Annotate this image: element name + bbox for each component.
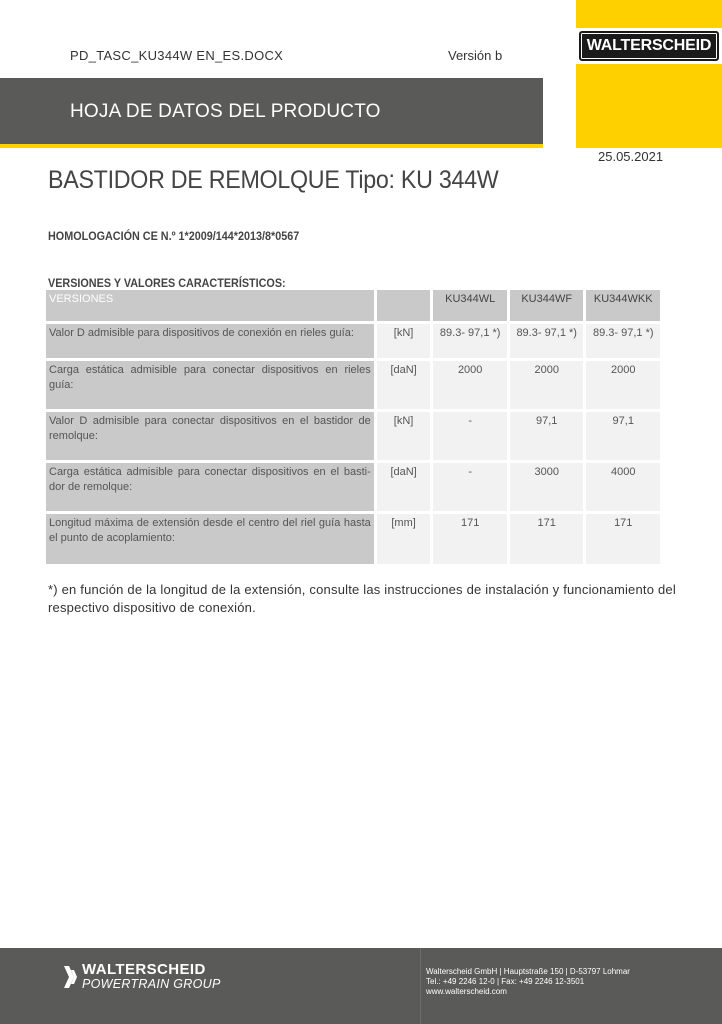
row-value: 3000	[510, 463, 584, 511]
footer-logo	[62, 962, 221, 991]
row-unit: [kN]	[377, 412, 431, 460]
document-id: PD_TASC_KU344W EN_ES.DOCX	[70, 48, 284, 63]
product-title: BASTIDOR DE REMOLQUE Tipo: KU 344W	[48, 166, 499, 194]
row-unit: [daN]	[377, 463, 431, 511]
logo-text: WALTERSCHEID	[579, 31, 719, 61]
row-unit: [mm]	[377, 514, 431, 564]
row-parameter: Carga estática admisible para conectar dispositivos en el basti-dor de remolque:	[46, 463, 374, 511]
row-value: 89.3- 97,1 *)	[433, 324, 507, 358]
table-header-row	[46, 290, 660, 321]
row-value: -	[433, 412, 507, 460]
footer-divider	[420, 948, 421, 1024]
footer-sub-brand: POWERTRAIN GROUP	[82, 977, 221, 991]
footer-brand: WALTERSCHEID	[82, 961, 206, 978]
document-date: 25.05.2021	[598, 149, 664, 164]
homologation-number: HOMOLOGACIÓN CE N.º 1*2009/144*2013/8*0567	[48, 229, 300, 243]
brand-yellow-block	[576, 0, 722, 148]
table-row	[46, 514, 660, 564]
row-value: 89.3- 97,1 *)	[510, 324, 584, 358]
row-value: 97,1	[510, 412, 584, 460]
row-parameter: Longitud máxima de extensión desde el centro del riel guía hasta el punto de acoplamiento:	[46, 514, 374, 564]
row-value: 97,1	[586, 412, 660, 460]
row-value: 2000	[510, 361, 584, 409]
walterscheid-logo	[576, 28, 722, 64]
walterscheid-wing-icon	[62, 964, 78, 990]
row-value: 171	[586, 514, 660, 564]
row-parameter: Carga estática admisible para conectar dispositivos en rieles guía:	[46, 361, 374, 409]
row-value: 171	[433, 514, 507, 564]
footer-phone: Tel.: +49 2246 12-0 | Fax: +49 2246 12-3501	[426, 977, 585, 986]
footer-web-link[interactable]: www.walterscheid.com	[426, 987, 507, 996]
row-value: 4000	[586, 463, 660, 511]
row-value: -	[433, 463, 507, 511]
row-value: 2000	[586, 361, 660, 409]
row-parameter: Valor D admisible para dispositivos de conexión en rieles guía:	[46, 324, 374, 358]
section-title: VERSIONES Y VALORES CARACTERÍSTICOS:	[48, 276, 286, 290]
header-version-ku344wf: KU344WF	[510, 290, 584, 321]
title-band-accent	[0, 144, 543, 148]
table-row	[46, 324, 660, 358]
row-value: 89.3- 97,1 *)	[586, 324, 660, 358]
row-unit: [kN]	[377, 324, 431, 358]
datasheet-title: HOJA DE DATOS DEL PRODUCTO	[70, 101, 381, 122]
header-version-ku344wkk: KU344WKK	[586, 290, 660, 321]
versions-table	[46, 290, 660, 567]
row-value: 2000	[433, 361, 507, 409]
row-parameter: Valor D admisible para conectar dispositivos en el bastidor de remolque:	[46, 412, 374, 460]
document-version: Versión b	[448, 48, 503, 63]
header-unit	[377, 290, 431, 321]
table-row	[46, 361, 660, 409]
table-row	[46, 463, 660, 511]
footer-address: Walterscheid GmbH | Hauptstraße 150 | D-53797 Lohmar	[426, 967, 630, 976]
header-version-ku344wl: KU344WL	[433, 290, 507, 321]
footnote: *) en función de la longitud de la extensión, consulte las instrucciones de instalación y funcionamiento del respectivo dispositivo de conexión.	[48, 582, 676, 615]
row-unit: [daN]	[377, 361, 431, 409]
row-value: 171	[510, 514, 584, 564]
header-versions-label: VERSIONES	[46, 290, 374, 321]
footer-contact	[426, 967, 630, 997]
table-row	[46, 412, 660, 460]
